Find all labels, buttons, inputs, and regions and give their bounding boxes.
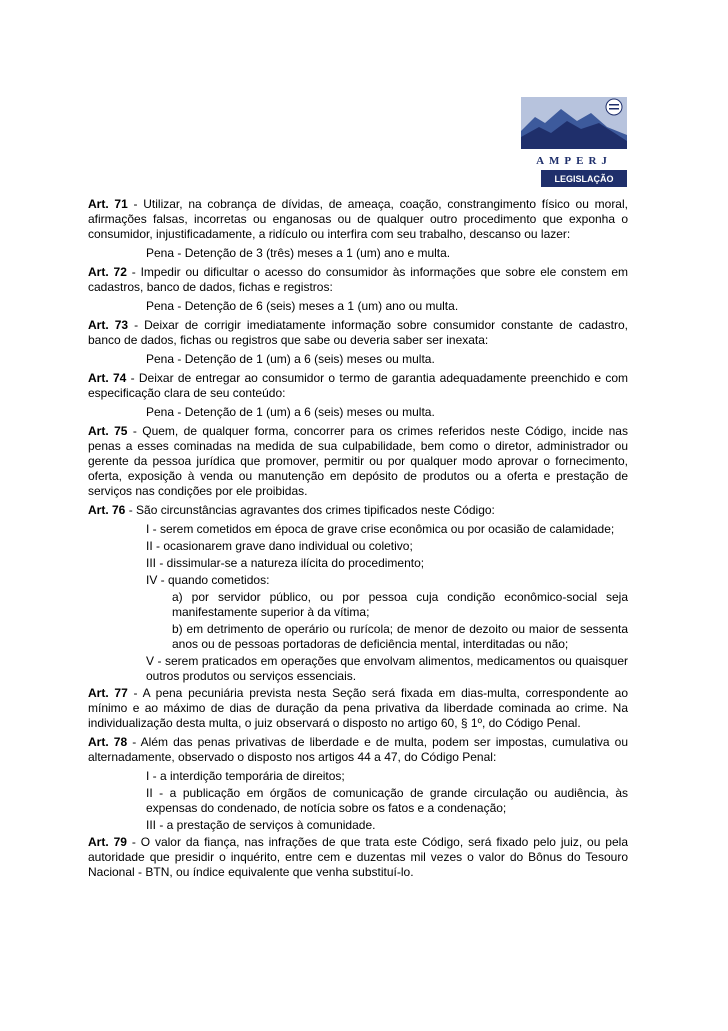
list-item: III - dissimular-se a natureza ilícita do procedimento; — [146, 556, 425, 570]
penalty-74: Pena - Detenção de 1 (um) a 6 (seis) meses ou multa. — [146, 405, 435, 419]
list-item: V - serem praticados em operações que envolvam alimentos, medicamentos ou quaisquer outros produtos ou serviços essenciais. — [146, 654, 628, 683]
logo-badge: LEGISLAÇÃO — [554, 174, 614, 184]
article-text: - Deixar de entregar ao consumidor o termo de garantia adequadamente preenchido e com especificação clara de seu conteúdo: — [88, 371, 628, 400]
logo-brand: AMPERJ — [536, 155, 612, 167]
article-73 — [88, 318, 628, 348]
article-text: - Além das penas privativas de liberdade e de multa, podem ser impostas, cumulativa ou alternadamente, observado o disposto nos artigos 44 a 47, do Código Penal: — [88, 735, 628, 764]
sub-item: a) por servidor público, ou por pessoa cuja condição econômico-social seja manifestamente superior à da vítima; — [172, 590, 628, 619]
article-78 — [88, 735, 628, 765]
article-number: Art. 76 — [88, 503, 126, 517]
article-76 — [88, 503, 628, 518]
penalty-72: Pena - Detenção de 6 (seis) meses a 1 (um) ano ou multa. — [146, 299, 459, 313]
list-item: I - a interdição temporária de direitos; — [146, 769, 345, 783]
article-text: - A pena pecuniária prevista nesta Seção será fixada em dias-multa, correspondente ao mínimo e ao máximo de dias de duração da pena privativa da liberdade cominada ao crime. Na individualização desta multa, o juiz observará o disposto no artigo 60, § 1º, do Código Penal. — [88, 686, 628, 730]
list-item: II - ocasionarem grave dano individual ou coletivo; — [146, 539, 413, 553]
article-75 — [88, 424, 628, 499]
list-item: I - serem cometidos em época de grave crise econômica ou por ocasião de calamidade; — [146, 522, 615, 536]
article-text: - Utilizar, na cobrança de dívidas, de ameaça, coação, constrangimento físico ou moral, afirmações falsas, incorretas ou enganosas ou de qualquer outro procedimento que exponha o consumidor, injustificadamente, a ridículo ou interfira com seu trabalho, descanso ou lazer: — [88, 197, 628, 241]
article-77 — [88, 686, 628, 731]
penalty-73: Pena - Detenção de 1 (um) a 6 (seis) meses ou multa. — [146, 352, 435, 366]
article-text: - Quem, de qualquer forma, concorrer para os crimes referidos neste Código, incide nas penas a esses cominadas na medida de sua culpabilidade, bem como o diretor, administrador ou gerente da pessoa jurídica que promover, permitir ou por qualquer modo aprovar o fornecimento, oferta, exposição à venda ou manutenção em depósito de produtos ou a oferta e prestação de serviços nas condições por ele proibidas. — [88, 424, 628, 498]
list-item: IV - quando cometidos: — [146, 573, 270, 587]
article-number: Art. 77 — [88, 686, 128, 700]
article-79 — [88, 835, 628, 880]
article-text: - Deixar de corrigir imediatamente informação sobre consumidor constante de cadastro, banco de dados, fichas ou registros que sabe ou deveria saber ser inexata: — [88, 318, 628, 347]
article-text: - Impedir ou dificultar o acesso do consumidor às informações que sobre ele constem em cadastros, banco de dados, fichas e registros: — [88, 265, 628, 294]
amperj-logo — [521, 97, 627, 189]
article-number: Art. 74 — [88, 371, 127, 385]
article-text: - O valor da fiança, nas infrações de que trata este Código, será fixado pelo juiz, ou pela autoridade que presidir o inquérito, entre cem e duzentas mil vezes o valor do Bônus do Tesouro Nacional - BTN, ou índice equivalente que venha substituí-lo. — [88, 835, 628, 879]
article-number: Art. 79 — [88, 835, 127, 849]
article-74 — [88, 371, 628, 401]
article-number: Art. 78 — [88, 735, 128, 749]
article-number: Art. 73 — [88, 318, 129, 332]
article-number: Art. 75 — [88, 424, 128, 438]
list-item: II - a publicação em órgãos de comunicação de grande circulação ou audiência, às expensas do condenado, de notícia sobre os fatos e a condenação; — [146, 786, 628, 815]
article-71 — [88, 197, 628, 242]
article-72 — [88, 265, 628, 295]
article-number: Art. 71 — [88, 197, 128, 211]
penalty-71: Pena - Detenção de 3 (três) meses a 1 (um) ano e multa. — [146, 246, 451, 260]
law-text — [88, 197, 628, 884]
article-number: Art. 72 — [88, 265, 127, 279]
list-item: III - a prestação de serviços à comunidade. — [146, 818, 376, 832]
article-text: - São circunstâncias agravantes dos crimes tipificados neste Código: — [125, 503, 495, 517]
sub-item: b) em detrimento de operário ou rurícola; de menor de dezoito ou maior de sessenta anos ou de pessoas portadoras de deficiência mental, interditadas ou não; — [172, 622, 628, 651]
